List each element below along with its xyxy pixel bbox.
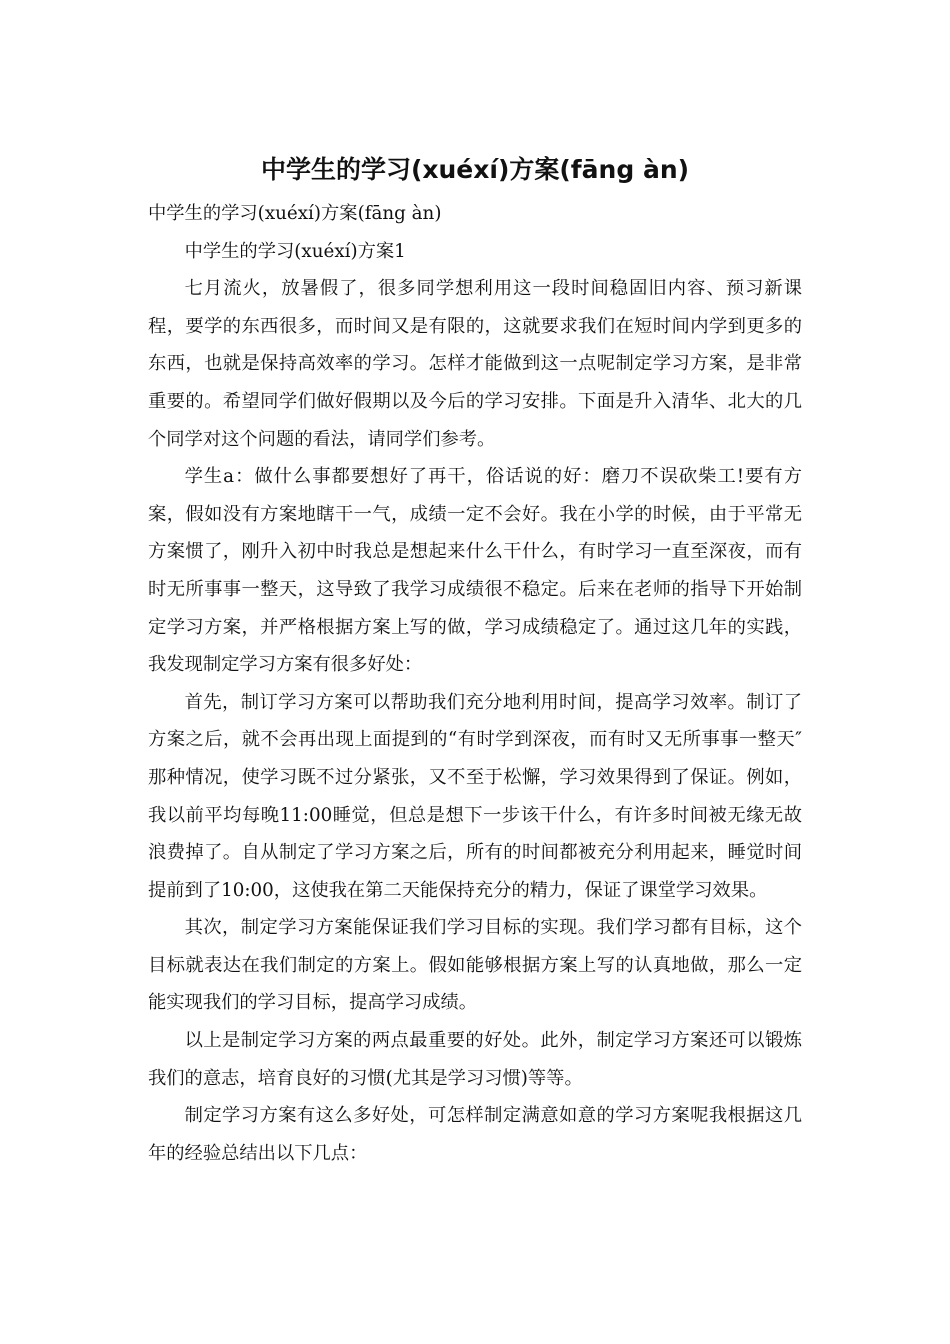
paragraph-student-a: 学生a：做什么事都要想好了再干，俗话说的好：磨刀不误砍柴工!要有方案，假如没有方案地瞎干一气，成绩一定不会好。我在小学的时候，由于平常无方案惯了，刚升入初中时我总是想起来什么干什么，有时学习一直至深夜，而有时无所事事一整天，这导致了我学习成绩很不稳定。后来在老师的指导下开始制定学习方案，并严格根据方案上写的做，学习成绩稳定了。通过这几年的实践，我发现制定学习方案有很多好处： (148, 466, 802, 676)
paragraph-second-benefit: 其次，制定学习方案能保证我们学习目标的实现。我们学习都有目标，这个目标就表达在我们制定的方案上。假如能够根据方案上写的认真地做，那么一定能实现我们的学习目标，提高学习成绩。 (148, 917, 802, 1014)
document-body (148, 195, 802, 1172)
paragraph-intro: 七月流火，放暑假了，很多同学想利用这一段时间稳固旧内容、预习新课程，要学的东西很多，而时间又是有限的，这就要求我们在短时间内学到更多的东西，也就是保持高效率的学习。怎样才能做到这一点呢制定学习方案，是非常重要的。希望同学们做好假期以及今后的学习安排。下面是升入清华、北大的几个同学对这个问题的看法，请同学们参考。 (148, 278, 802, 450)
paragraph-first-benefit: 首先，制订学习方案可以帮助我们充分地利用时间，提高学习效率。制订了方案之后，就不会再出现上面提到的“有时学到深夜，而有时又无所事事一整天″那种情况，使学习既不过分紧张，又不至于松懈，学习效果得到了保证。例如，我以前平均每晚11:00睡觉，但总是想下一步该干什么，有许多时间被无缘无故浪费掉了。自从制定了学习方案之后，所有的时间都被充分利用起来，睡觉时间提前到了10:00，这使我在第二天能保持充分的精力，保证了课堂学习效果。 (148, 691, 802, 901)
section-heading: 中学生的学习(xuéxí)方案1 (184, 240, 406, 262)
document-title: 中学生的学习(xuéxí)方案(fāng àn) (260, 155, 690, 184)
document-subtitle: 中学生的学习(xuéxí)方案(fāng àn) (148, 203, 442, 224)
paragraph-other-benefits: 以上是制定学习方案的两点最重要的好处。此外，制定学习方案还可以锻炼我们的意志，培育良好的习惯(尤其是学习习惯)等等。 (148, 1030, 802, 1089)
paragraph-how-to: 制定学习方案有这么多好处，可怎样制定满意如意的学习方案呢我根据这几年的经验总结出以下几点： (148, 1105, 802, 1164)
